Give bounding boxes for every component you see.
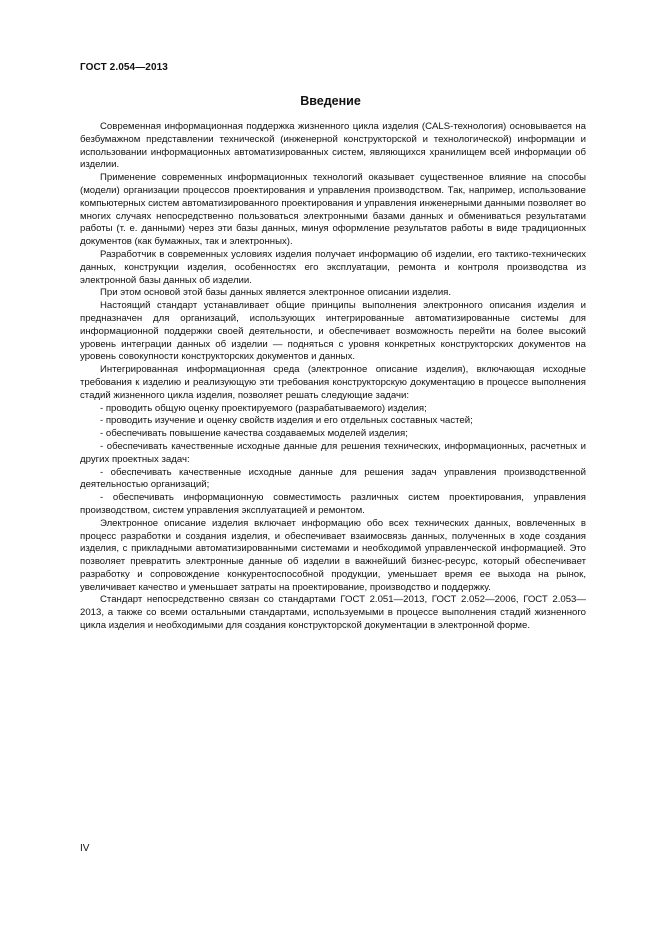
paragraph: Интегрированная информационная среда (электронное описание изделия), включающая исходные требования к изделию и реализующую эти требования конструкторскую документацию в процессе выполнения стадий жизненного цикла изделия, позволяет решать следующие задачи: (80, 364, 586, 401)
paragraph: Стандарт непосредственно связан со стандартами ГОСТ 2.051—2013, ГОСТ 2.052—2006, ГОСТ 2.053—2013, а также со всеми остальными стандартами, используемыми в процессе выполнения стадий жизненного цикла изделия и необходимыми для создания конструкторской документации в электронной форме. (80, 594, 586, 632)
paragraph: Электронное описание изделия включает информацию обо всех технических данных, вовлеченных в процесс разработки и создания изделия, и обеспечивает взаимосвязь данных, полученных в ходе создания изделия, с прикладными автоматизированными системами и необходимой управленческой информацией. Это позволяет превратить электронные данные об изделии в важнейший бизнес-ресурс, который обеспечивает разработку и сопровождение конкурентоспособной продукции, уменьшает время ее выхода на рынок, увеличивает качество и уменьшает затраты на проектирование, производство и поддержку. (80, 517, 586, 593)
list-item: - обеспечивать информационную совместимость различных систем проектирования, управления производством, систем управления эксплуатацией и ремонтом. (80, 492, 586, 516)
list-item: - проводить изучение и оценку свойств изделия и его отдельных составных частей; (100, 415, 473, 427)
document-id: ГОСТ 2.054—2013 (80, 62, 168, 73)
paragraph: Применение современных информационных технологий оказывает существенное влияние на способы (модели) организации процессов проектирования и управления производством. Так, например, использование компьютерных систем автоматизированного проектирования и управления инженерными данными позволяет во многих случаях непосредственно пользоваться электронными базами данных и обмениваться результатами работы (т. е. данными) через эти базы данных, минуя оформление результатов работы в виде традиционных документов (как бумажных, так и электронных). (80, 172, 586, 248)
list-item: - обеспечивать качественные исходные данные для решения задач управления производственной деятельностью организаций; (80, 466, 586, 491)
paragraph: Разработчик в современных условиях изделия получает информацию об изделии, его тактико-технических данных, конструкции изделия, особенностях его эксплуатации, ремонта и контроля производства из электронной базы данных об изделии. (80, 248, 586, 286)
list-item: - проводить общую оценку проектируемого (разрабатываемого) изделия; (100, 402, 427, 414)
section-title: Введение (300, 94, 361, 108)
paragraph: Настоящий стандарт устанавливает общие принципы выполнения электронного описания изделия и предназначен для организаций, использующих интегрированные автоматизированные системы для информационной поддержки своей деятельности, и обеспечивает возможность перейти на более высокий уровень интеграции данных об изделии — подняться с уровня конкретных конструкторских документов на уровень совокупности конструкторских документов и данных. (80, 300, 586, 363)
paragraph: При этом основой этой базы данных является электронное описании изделия. (100, 287, 452, 299)
page-number: IV (80, 843, 90, 854)
paragraph: Современная информационная поддержка жизненного цикла изделия (CALS-технология) основывается на безбумажном представлении технической (инженерной конструкторской и технологической) информации и использовании информационных автоматизированных систем, являющихся хранилищем всей информации об изделии. (80, 121, 586, 171)
list-item: - обеспечивать повышение качества создаваемых моделей изделия; (100, 428, 408, 440)
list-item: - обеспечивать качественные исходные данные для решения технических, информационных, расчетных и других проектных задач: (80, 440, 586, 465)
document-body (80, 121, 586, 633)
